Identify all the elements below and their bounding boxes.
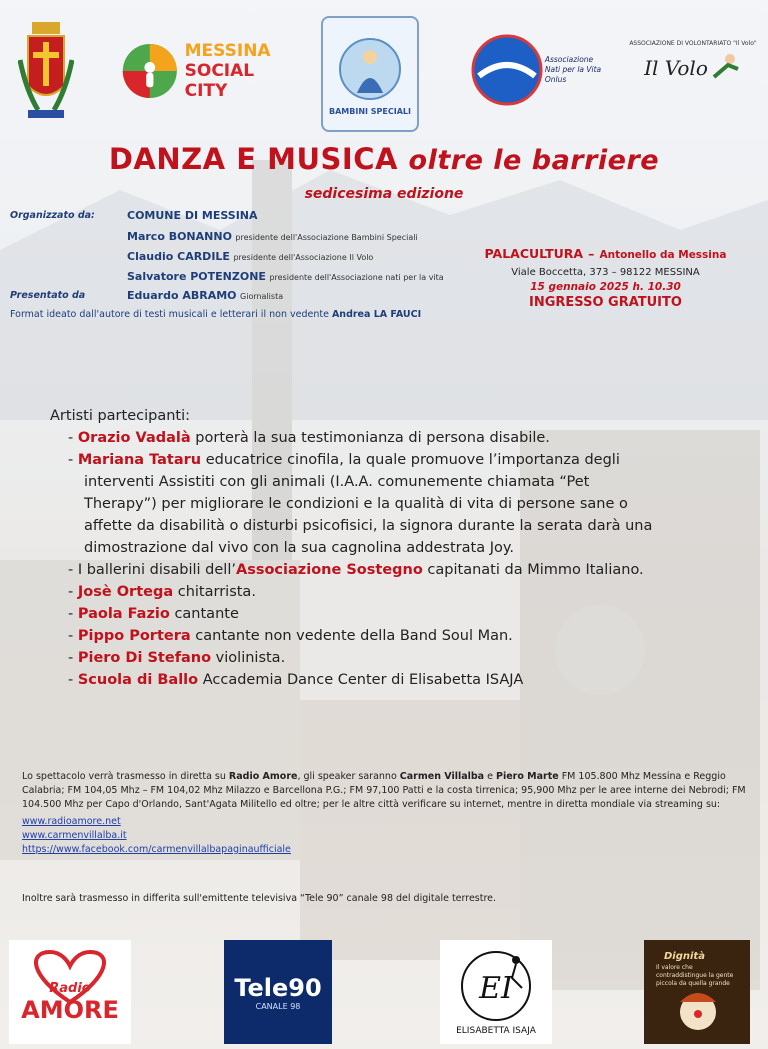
clown-face-icon	[668, 988, 728, 1034]
social-city-text: SOCIAL CITY	[184, 61, 255, 101]
venue-dash: –	[588, 246, 595, 261]
isaja-name: ELISABETTA ISAJA	[456, 1026, 536, 1036]
carmen-website-link[interactable]: www.carmenvillalba.it	[22, 830, 127, 841]
facebook-link[interactable]: https://www.facebook.com/carmenvillalbapaginaufficiale	[22, 844, 291, 855]
artist-desc: cantante	[169, 606, 239, 622]
nati-line1: Associazione	[544, 55, 594, 64]
messina-text: MESSINA	[184, 41, 271, 61]
artist-desc: chitarrista.	[173, 584, 256, 600]
artist-prefix: - I ballerini disabili dell’	[68, 562, 236, 578]
artist-name: Associazione Sostegno	[235, 562, 423, 578]
bambini-speciali-text: BAMBINI SPECIALI	[329, 106, 411, 116]
organizer-role: presidente dell'Associazione Bambini Speciali	[235, 233, 418, 242]
list-item: - Mariana Tataru educatrice cinofila, la quale promuove l’importanza degli	[68, 452, 620, 468]
il-volo-logo	[622, 40, 764, 104]
nati-line3: Onlus	[544, 75, 567, 84]
list-item: - Paola Fazio cantante	[68, 606, 239, 622]
organizer-line	[127, 250, 373, 263]
artist-name: Josè Ortega	[77, 584, 174, 600]
organizer-role: presidente dell'Associazione nati per la vita	[269, 273, 444, 282]
radio-amore-logo	[9, 940, 131, 1044]
organizer-line	[127, 209, 258, 222]
artist-desc-line: Therapy”) per migliorare le condizioni e la qualità di vita di persone sane o	[84, 496, 628, 512]
artist-name: Mariana Tataru	[77, 452, 202, 468]
radio-word: Radio	[49, 980, 91, 996]
nati-line2: Nati per la Vita	[544, 65, 602, 74]
artist-desc-line: affette da disabilità o disturbi psicofisici, la signora durante la serata darà una	[84, 518, 653, 534]
artist-desc-line: dimostrazione dal vivo con la sua cagnolina addestrata Joy.	[84, 540, 514, 556]
artist-name: Scuola di Ballo	[77, 672, 199, 688]
artist-name: Piero Di Stefano	[77, 650, 212, 666]
dignita-text: Il valore che contraddistingue la gente piccola da quella grande	[656, 963, 734, 987]
tele90-text: Tele90	[234, 973, 322, 1002]
artist-desc: violinista.	[211, 650, 286, 666]
radio-name: Radio Amore	[228, 771, 298, 782]
svg-text:EI: EI	[479, 971, 513, 1006]
artist-name: Pippo Portera	[77, 628, 191, 644]
speaker-name: Piero Marte	[495, 771, 559, 782]
presented-by-label: Presentato da	[10, 290, 86, 301]
messina-social-city-logo	[121, 38, 291, 104]
list-item	[50, 559, 730, 581]
presenter-role: Giornalista	[240, 292, 284, 301]
artist-desc: Accademia Dance Center di Elisabetta ISAJA	[198, 672, 524, 688]
organizer-name: COMUNE DI MESSINA	[127, 209, 258, 222]
artist-name: Orazio Vadalà	[77, 430, 191, 446]
elisabetta-isaja-logo	[440, 940, 552, 1044]
il-volo-caption: ASSOCIAZIONE DI VOLONTARIATO "Il Volo"	[629, 40, 757, 47]
social-city-circle-icon	[121, 39, 179, 103]
child-globe-icon	[335, 33, 405, 107]
tv-broadcast-note: Inoltre sarà trasmesso in differita sull'emittente televisiva “Tele 90” canale 98 del digitale terrestre.	[22, 893, 497, 904]
dignita-title: Dignità	[664, 950, 705, 962]
organizer-line	[127, 270, 444, 283]
broadcast-text: Lo spettacolo verrà trasmesso in diretta su	[22, 771, 229, 782]
il-volo-word: Il Volo	[644, 56, 708, 80]
list-item: - Scuola di Ballo Accademia Dance Center di Elisabetta ISAJA	[68, 672, 524, 688]
nati-per-la-vita-logo	[466, 32, 606, 108]
artist-desc: capitanati da Mimmo Italiano.	[422, 562, 644, 578]
artist-desc: porterà la sua testimonianza di persona disabile.	[190, 430, 550, 446]
venue-address: Viale Boccetta, 373 – 98122 MESSINA	[511, 267, 700, 278]
title-italic: oltre le barriere	[408, 145, 660, 176]
messina-coat-of-arms-icon	[18, 20, 74, 122]
presenter-line	[127, 289, 283, 302]
radio-website-link[interactable]: www.radioamore.net	[22, 816, 121, 827]
list-item: - Pippo Portera cantante non vedente della Band Soul Man.	[68, 628, 513, 644]
broadcast-text: e	[484, 771, 496, 782]
venue-block	[468, 243, 743, 310]
organized-by-label: Organizzato da:	[10, 210, 95, 221]
artist-desc: cantante non vedente della Band Soul Man.	[190, 628, 513, 644]
venue-name: PALACULTURA	[484, 246, 584, 261]
free-entry: INGRESSO GRATUITO	[529, 295, 682, 310]
artist-desc: educatrice cinofila, la quale promuove l’importanza degli	[201, 452, 620, 468]
organizer-name: Marco BONANNO	[127, 230, 232, 243]
dancer-icon	[456, 948, 536, 1026]
organizer-line	[127, 230, 418, 243]
amore-word: AMORE	[21, 995, 119, 1024]
artist-desc-line: interventi Assistiti con gli animali (I.A.A. comunemente chiamata “Pet	[84, 474, 590, 490]
list-item: - Piero Di Stefano violinista.	[68, 650, 286, 666]
organizer-role: presidente dell'Associazione Il Volo	[233, 253, 374, 262]
venue-sub: Antonello da Messina	[599, 249, 727, 261]
event-title	[0, 142, 768, 176]
artist-name: Paola Fazio	[77, 606, 170, 622]
organizer-name: Claudio CARDILE	[127, 250, 230, 263]
bambini-speciali-logo	[321, 16, 419, 132]
speaker-name: Carmen Villalba	[399, 771, 485, 782]
event-date: 15 gennaio 2025 h. 10.30	[530, 281, 681, 293]
edition-subtitle: sedicesima edizione	[304, 186, 464, 202]
artists-heading: Artisti partecipanti:	[50, 408, 191, 424]
flying-child-icon	[708, 51, 742, 85]
broadcast-text: , gli speaker saranno	[297, 771, 400, 782]
broadcast-info	[22, 770, 746, 857]
dignita-card	[644, 940, 750, 1044]
format-text: Format ideato dall'autore di testi musicali e letterari il non vedente	[10, 309, 329, 320]
tele90-channel: CANALE 98	[255, 1001, 301, 1011]
broadcast-text: FM 105.800 Mhz Messina e Reggio Calabria; FM 104,05 Mhz – FM 104,02 Mhz Milazzo e Barcellona P.G.; FM 97,100 Patti e la costa tirrenica; 95,900 Mhz per le aree interne dei Nebrodi; FM 104.500 Mhz per Capo d'Orlando, Sant'Agata Militello ed oltre; per le altre città verificare su internet, mentre in diretta mondiale via streaming su:	[22, 771, 746, 810]
title-main: DANZA E MUSICA	[108, 142, 398, 176]
artists-list	[50, 405, 730, 691]
nati-globe-icon	[471, 34, 543, 106]
list-item: - Josè Ortega chitarrista.	[68, 584, 256, 600]
organizer-name: Salvatore POTENZONE	[127, 270, 266, 283]
presenter-name: Eduardo ABRAMO	[127, 289, 237, 302]
list-item: - Orazio Vadalà porterà la sua testimonianza di persona disabile.	[68, 430, 550, 446]
tele90-logo	[224, 940, 332, 1044]
format-credit	[10, 309, 421, 320]
format-author: Andrea LA FAUCI	[331, 309, 422, 320]
